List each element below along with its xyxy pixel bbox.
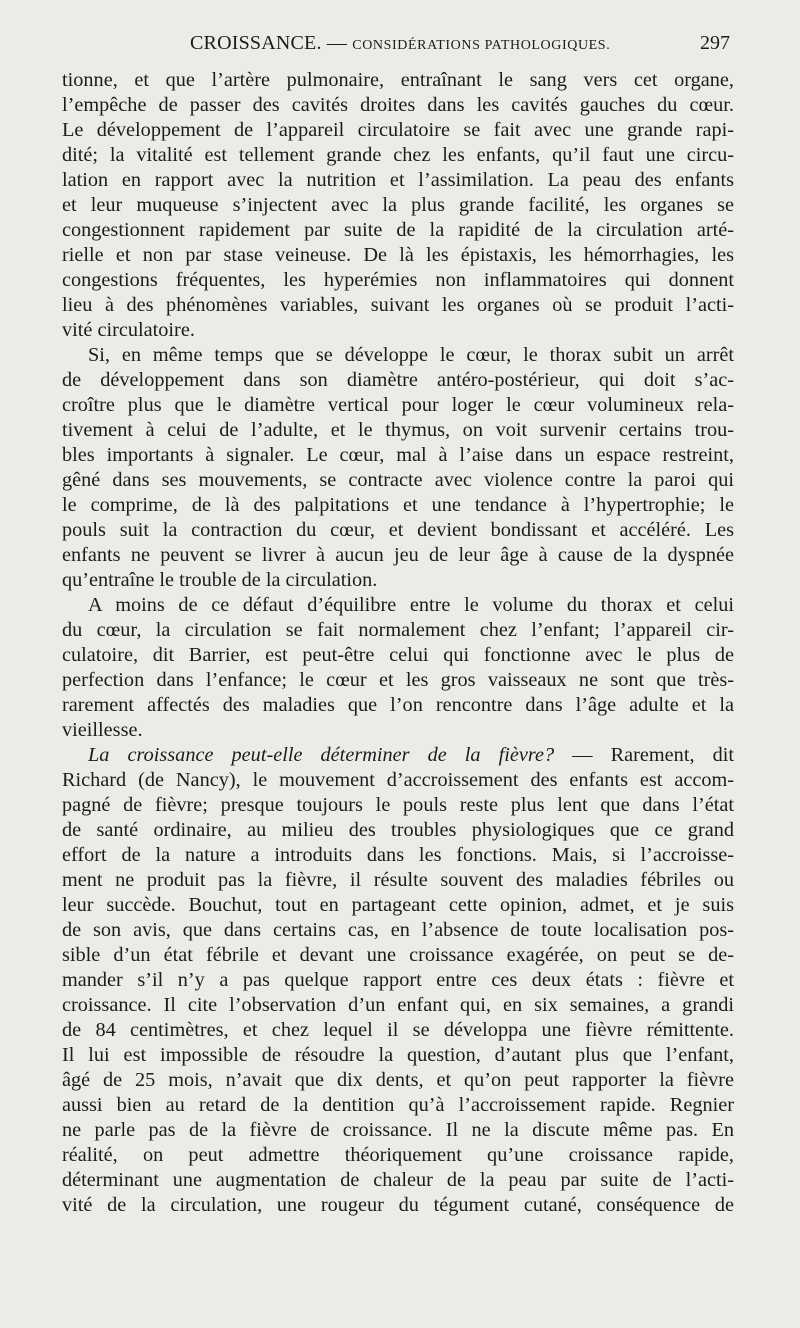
text-line: Si, en même temps que se développe le cœur, le thorax subit un arrêt [88,344,734,366]
text-line: enfants ne peuvent se livrer à aucun jeu de leur âge à cause de la dyspnée [62,544,734,566]
text-line: de santé ordinaire, au milieu des troubles physiologiques que ce grand [62,819,734,841]
text-line: vieillesse. [62,719,143,741]
text-line: congestionnent rapidement par suite de la rapidité de la circulation arté- [62,219,734,241]
text-line: ment ne produit pas la fièvre, il résulte souvent des maladies fébriles ou [62,869,734,891]
text-line: gêné dans ses mouvements, se contracte avec violence contre la paroi qui [62,469,734,491]
text-line: de 84 centimètres, et chez lequel il se développa une fièvre rémittente. [62,1019,734,1041]
text-line: âgé de 25 mois, n’avait que dix dents, et qu’on peut rapporter la fièvre [62,1069,734,1091]
text-line: A moins de ce défaut d’équilibre entre le volume du thorax et celui [88,594,734,616]
text-line: croissance. Il cite l’observation d’un enfant qui, en six semaines, a grandi [62,994,734,1016]
text-line: lieu à des phénomènes variables, suivant les organes où se produit l’acti- [62,294,734,316]
text-line: de son avis, que dans certains cas, en l’absence de toute localisation pos- [62,919,734,941]
text-line: rarement affectés des maladies que l’on rencontre dans l’âge adulte et la [62,694,734,716]
page-number: 297 [700,32,730,54]
text-line: croître plus que le diamètre vertical pour loger le cœur volumineux rela- [62,394,734,416]
text-line: culatoire, dit Barrier, est peut-être celui qui fonctionne avec le plus de [62,644,734,666]
text-line: le comprime, de là des palpitations et une tendance à l’hypertrophie; le [62,494,734,516]
text-line: réalité, on peut admettre théoriquement qu’une croissance rapide, [62,1144,734,1166]
paragraph-4 [62,743,734,1218]
paragraph-1 [62,68,734,343]
text-line: du cœur, la circulation se fait normalement chez l’enfant; l’appareil cir- [62,619,734,641]
text-line: dité; la vitalité est tellement grande chez les enfants, qu’il faut une circu- [62,144,734,166]
text-line: tionne, et que l’artère pulmonaire, entraînant le sang vers cet organe, [62,69,734,91]
section-heading: La croissance peut-elle déterminer de la fièvre? [88,744,555,766]
text-line: et leur muqueuse s’injectent avec la plus grande facilité, les organes se [62,194,734,216]
text-line: de développement dans son diamètre antéro-postérieur, qui doit s’ac- [62,369,734,391]
text-line: tivement à celui de l’adulte, et le thymus, on voit survenir certains trou- [62,419,734,441]
text-line: l’empêche de passer des cavités droites dans les cavités gauches du cœur. [62,94,734,116]
text-line: pagné de fièvre; presque toujours le pouls reste plus lent que dans l’état [62,794,734,816]
text-line: congestions fréquentes, les hyperémies non inflammatoires qui donnent [62,269,734,291]
text-line: bles importants à signaler. Le cœur, mal à l’aise dans un espace restreint, [62,444,734,466]
text-line: Richard (de Nancy), le mouvement d’accroissement des enfants est accom- [62,769,734,791]
text-line: effort de la nature a introduits dans les fonctions. Mais, si l’accroisse- [62,844,734,866]
paragraph-2 [62,343,734,593]
text-line: vité de la circulation, une rougeur du tégument cutané, conséquence de [62,1194,734,1216]
text-line: pouls suit la contraction du cœur, et devient bondissant et accéléré. Les [62,519,734,541]
running-title [190,32,610,55]
text-line: vité circulatoire. [62,319,195,341]
text-line: déterminant une augmentation de chaleur de la peau par suite de l’acti- [62,1169,734,1191]
page-header [62,30,734,60]
text-line: leur succède. Bouchut, tout en partageant cette opinion, admet, et je suis [62,894,734,916]
running-title-sub: CONSIDÉRATIONS PATHOLOGIQUES. [352,38,611,53]
section-heading-rest: — Rarement, dit [554,744,734,766]
text-line: aussi bien au retard de la dentition qu’à l’accroissement rapide. Regnier [62,1094,734,1116]
text-line: mander s’il n’y a pas quelque rapport entre ces deux états : fièvre et [62,969,734,991]
running-title-main: CROISSANCE. — [190,32,348,54]
text-line: Il lui est impossible de résoudre la question, d’autant plus que l’enfant, [62,1044,734,1066]
text-line: rielle et non par stase veineuse. De là les épistaxis, les hémorrhagies, les [62,244,734,266]
text-line: lation en rapport avec la nutrition et l’assimilation. La peau des enfants [62,169,734,191]
page-body [62,68,734,1218]
paragraph-3 [62,593,734,743]
text-line: perfection dans l’enfance; le cœur et les gros vaisseaux ne sont que très- [62,669,734,691]
text-line: sible d’un état fébrile et devant une croissance exagérée, on peut se de- [62,944,734,966]
text-line: Le développement de l’appareil circulatoire se fait avec une grande rapi- [62,119,734,141]
section-heading-line [62,743,734,768]
text-line: ne parle pas de la fièvre de croissance. Il ne la discute même pas. En [62,1119,734,1141]
text-line: qu’entraîne le trouble de la circulation. [62,569,378,591]
